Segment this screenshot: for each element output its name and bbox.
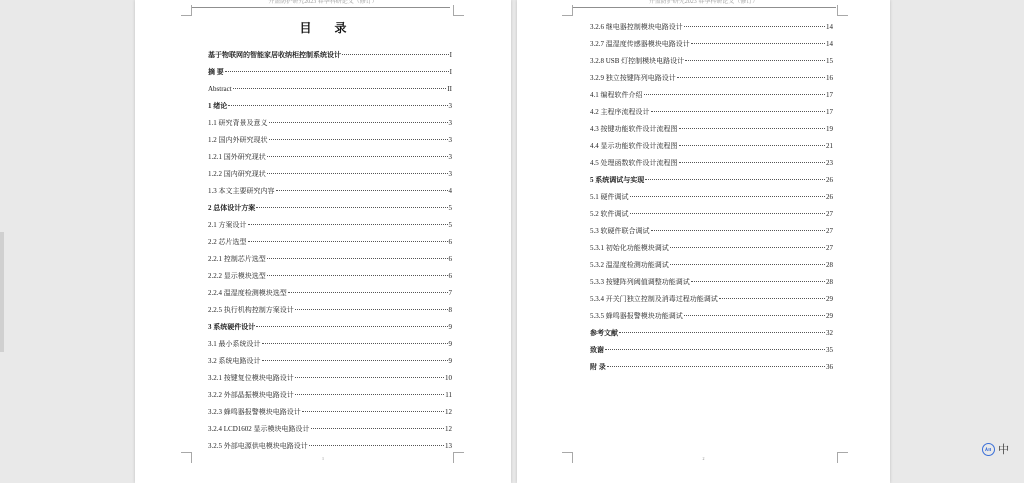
toc-entry-label: 1.1 研究背景及意义	[208, 119, 268, 127]
page-number: 1	[322, 456, 324, 461]
toc-entry-page: 19	[826, 125, 833, 133]
toc-dot-leader	[630, 213, 826, 214]
toc-entry-page: 6	[448, 238, 452, 246]
toc-entry-page: 27	[826, 210, 833, 218]
ime-glyph-icon	[985, 447, 992, 452]
toc-entry-label: 5.3.2 温湿度检测功能调试	[590, 261, 669, 269]
toc-entry-page: I	[449, 51, 452, 59]
toc-entry[interactable]	[208, 183, 452, 200]
toc-entry-label: 5.1 硬件调试	[590, 193, 629, 201]
toc-entry-page: 9	[448, 340, 452, 348]
toc-entry-label: 3.1 最小系统设计	[208, 340, 261, 348]
toc-dot-leader	[248, 224, 448, 225]
toc-entry[interactable]	[590, 359, 833, 376]
toc-dot-leader	[248, 241, 448, 242]
toc-entry-label: 5 系统调试与实现	[590, 176, 645, 184]
page-number: 2	[702, 456, 705, 461]
toc-entry[interactable]	[208, 302, 452, 319]
toc-entry-label: 4.3 按键功能软件设计流程图	[590, 125, 678, 133]
toc-dot-leader	[691, 43, 825, 44]
toc-entry-label: 附 录	[590, 363, 606, 371]
toc-entry[interactable]	[208, 149, 452, 166]
toc-entry[interactable]	[590, 36, 833, 53]
toc-entry-page: II	[447, 85, 452, 93]
toc-entry-page: 3	[448, 153, 452, 161]
toc-entry[interactable]	[208, 370, 452, 387]
toc-entry-page: 14	[826, 23, 833, 31]
toc-dot-leader	[619, 332, 825, 333]
page-header-text: 井盖防护研究2023 春季科研论文（修订）	[268, 0, 378, 5]
toc-entry-page: 6	[448, 272, 452, 280]
toc-entry-label: 5.3.5 蜂鸣器报警模块功能调试	[590, 312, 683, 320]
toc-entry-label: 3.2.9 独立按键阵列电路设计	[590, 74, 676, 82]
toc-entry[interactable]	[590, 155, 833, 172]
toc-entry-page: 23	[826, 159, 833, 167]
toc-entry-label: 5.3 软硬件联合调试	[590, 227, 650, 235]
toc-entry-label: 3.2.6 继电器控制模块电路设计	[590, 23, 683, 31]
toc-dot-leader	[670, 264, 825, 265]
toc-dot-leader	[685, 60, 825, 61]
toc-entry[interactable]	[208, 200, 452, 217]
toc-entry-label: 3.2.1 按键复位模块电路设计	[208, 374, 294, 382]
header-rule	[573, 7, 836, 8]
toc-entry-page: 6	[448, 255, 452, 263]
toc-dot-leader	[233, 88, 447, 89]
toc-entry[interactable]	[208, 251, 452, 268]
toc-entry-page: 9	[448, 323, 452, 331]
toc-entry-label: 2.1 方案设计	[208, 221, 247, 229]
toc-entry[interactable]	[208, 438, 452, 455]
toc-entry[interactable]	[590, 19, 833, 36]
toc-dot-leader	[276, 190, 448, 191]
toc-dot-leader	[342, 54, 449, 55]
toc-entry[interactable]	[208, 404, 452, 421]
ime-logo-icon[interactable]	[982, 443, 995, 456]
toc-entry-page: I	[449, 68, 452, 76]
toc-dot-leader	[651, 111, 826, 112]
toc-entry-label: 4.5 处理函数软件设计流程图	[590, 159, 678, 167]
toc-entry[interactable]	[208, 132, 452, 149]
toc-dot-leader	[677, 77, 825, 78]
toc-entry[interactable]	[590, 53, 833, 70]
toc-entry-label: 2.2.4 温湿度检测模块选型	[208, 289, 287, 297]
corner-mark-top-left	[181, 5, 192, 16]
toc-dot-leader	[269, 122, 448, 123]
toc-entry-page: 29	[826, 312, 833, 320]
toc-entry[interactable]	[208, 47, 452, 64]
toc-entry-label: 2.2 芯片选型	[208, 238, 247, 246]
toc-entry-page: 28	[826, 278, 833, 286]
toc-entry-page: 28	[826, 261, 833, 269]
page-header-text: 井盖防护研究2023 春季科研论文（修订）	[648, 0, 759, 5]
toc-entry[interactable]	[208, 268, 452, 285]
toc-entry[interactable]	[590, 274, 833, 291]
toc-dot-leader	[262, 343, 448, 344]
toc-entry-label: 3.2.2 外部晶振模块电路设计	[208, 391, 294, 399]
toc-entry-page: 13	[445, 442, 452, 450]
toc-entry-label: 4.4 显示功能软件设计流程图	[590, 142, 678, 150]
toc-entry[interactable]	[590, 189, 833, 206]
toc-entry-page: 12	[445, 425, 452, 433]
toc-entry[interactable]	[208, 64, 452, 81]
toc-entry[interactable]	[590, 206, 833, 223]
ime-mode-label[interactable]: 中	[998, 443, 1009, 456]
toc-dot-leader	[295, 309, 448, 310]
toc-entry-label: 5.3.4 开关门独立控制及消毒过程功能调试	[590, 295, 718, 303]
toc-entry-label: 3.2.5 外部电源供电模块电路设计	[208, 442, 308, 450]
toc-dot-leader	[269, 139, 448, 140]
toc-entry-page: 3	[448, 102, 452, 110]
toc-entry-page: 17	[826, 108, 833, 116]
toc-entry-label: 2 总体设计方案	[208, 204, 256, 212]
toc-dot-leader	[719, 298, 825, 299]
corner-mark-top-right	[837, 5, 848, 16]
toc-entry-page: 36	[826, 363, 833, 371]
toc-dot-leader	[684, 26, 825, 27]
toc-entry-page: 16	[826, 74, 833, 82]
toc-entry-page: 4	[448, 187, 452, 195]
toc-list	[208, 47, 452, 455]
toc-list	[590, 19, 833, 376]
toc-entry[interactable]	[208, 387, 452, 404]
toc-entry[interactable]	[590, 87, 833, 104]
toc-entry-label: 3.2.8 USB 灯控制模块电路设计	[590, 57, 685, 65]
toc-entry-label: 5.3.1 初始化功能模块调试	[590, 244, 669, 252]
toc-dot-leader	[295, 377, 444, 378]
toc-entry-page: 27	[826, 227, 833, 235]
toc-title: 目 录	[299, 21, 357, 35]
toc-entry-page: 3	[448, 136, 452, 144]
document-page-2	[517, 0, 890, 483]
toc-entry-page: 9	[448, 357, 452, 365]
toc-entry-page: 21	[826, 142, 833, 150]
toc-entry[interactable]	[208, 217, 452, 234]
toc-dot-leader	[309, 445, 444, 446]
toc-dot-leader	[630, 196, 826, 197]
toc-entry-page: 17	[826, 91, 833, 99]
toc-dot-leader	[651, 230, 826, 231]
toc-dot-leader	[267, 173, 448, 174]
toc-entry-page: 32	[826, 329, 833, 337]
toc-dot-leader	[679, 128, 826, 129]
toc-entry[interactable]	[208, 98, 452, 115]
toc-entry-page: 26	[826, 193, 833, 201]
toc-entry-label: 3.2.4 LCD1602 显示模块电路设计	[208, 425, 310, 433]
toc-entry-page: 29	[826, 295, 833, 303]
toc-dot-leader	[645, 179, 825, 180]
toc-dot-leader	[256, 326, 447, 327]
toc-dot-leader	[691, 281, 825, 282]
corner-mark-top-right	[453, 5, 464, 16]
toc-dot-leader	[679, 162, 826, 163]
toc-dot-leader	[605, 349, 825, 350]
toc-dot-leader	[607, 366, 825, 367]
toc-entry[interactable]	[208, 319, 452, 336]
toc-entry[interactable]	[208, 115, 452, 132]
toc-entry-label: 2.2.2 显示模块选型	[208, 272, 266, 280]
toc-entry-label: 参考文献	[590, 329, 618, 337]
document-page-1	[135, 0, 511, 483]
toc-dot-leader	[267, 275, 448, 276]
toc-dot-leader	[684, 315, 825, 316]
toc-entry-label: 4.2 主程序流程设计	[590, 108, 650, 116]
toc-entry[interactable]	[208, 285, 452, 302]
toc-entry-label: 1.2.2 国内研究现状	[208, 170, 266, 178]
toc-entry-page: 14	[826, 40, 833, 48]
toc-entry[interactable]	[590, 308, 833, 325]
toc-entry[interactable]	[208, 421, 452, 438]
toc-entry-page: 15	[826, 57, 833, 65]
toc-dot-leader	[256, 207, 447, 208]
toc-entry-page: 3	[448, 119, 452, 127]
toc-entry[interactable]	[590, 325, 833, 342]
toc-dot-leader	[670, 247, 825, 248]
toc-dot-leader	[225, 71, 449, 72]
toc-entry[interactable]	[590, 240, 833, 257]
toc-entry-label: 5.2 软件调试	[590, 210, 629, 218]
toc-entry-page: 11	[445, 391, 452, 399]
toc-entry-label: 摘 要	[208, 68, 224, 76]
toc-entry[interactable]	[590, 342, 833, 359]
toc-entry-label: 1 绪论	[208, 102, 228, 110]
toc-entry-label: 3 系统硬件设计	[208, 323, 256, 331]
toc-entry-label: 2.2.5 执行机构控制方案设计	[208, 306, 294, 314]
corner-mark-top-left	[562, 5, 573, 16]
toc-dot-leader	[644, 94, 826, 95]
toc-entry-page: 26	[826, 176, 833, 184]
toc-entry[interactable]	[208, 81, 452, 98]
toc-entry-page: 35	[826, 346, 833, 354]
toc-entry-page: 27	[826, 244, 833, 252]
toc-entry-label: 3.2.3 蜂鸣器报警模块电路设计	[208, 408, 301, 416]
toc-entry-label: 致谢	[590, 346, 604, 354]
toc-entry-label: 3.2.7 温湿度传感器模块电路设计	[590, 40, 690, 48]
toc-dot-leader	[302, 411, 444, 412]
toc-entry[interactable]	[590, 257, 833, 274]
ime-toolbar[interactable]	[982, 441, 1009, 457]
toc-entry-label: Abstract	[208, 85, 232, 93]
toc-dot-leader	[295, 394, 445, 395]
toc-entry-label: 2.2.1 控制芯片选型	[208, 255, 266, 263]
toc-entry-label: 1.2 国内外研究现状	[208, 136, 268, 144]
toc-entry-page: 5	[448, 221, 452, 229]
toc-entry[interactable]	[590, 70, 833, 87]
left-scroll-gutter	[0, 232, 4, 352]
toc-entry-page: 7	[448, 289, 452, 297]
toc-entry[interactable]	[208, 353, 452, 370]
header-rule	[192, 7, 450, 8]
toc-entry-page: 5	[448, 204, 452, 212]
toc-entry[interactable]	[590, 138, 833, 155]
toc-entry-page: 8	[448, 306, 452, 314]
toc-entry[interactable]	[590, 291, 833, 308]
toc-entry[interactable]	[590, 172, 833, 189]
toc-entry-page: 3	[448, 170, 452, 178]
toc-entry-page: 12	[445, 408, 452, 416]
toc-entry-label: 3.2 系统电路设计	[208, 357, 261, 365]
toc-entry[interactable]	[590, 104, 833, 121]
toc-dot-leader	[311, 428, 445, 429]
toc-dot-leader	[679, 145, 826, 146]
toc-entry[interactable]	[208, 166, 452, 183]
toc-entry[interactable]	[208, 336, 452, 353]
toc-entry-label: 4.1 编程软件介绍	[590, 91, 643, 99]
toc-entry[interactable]	[590, 121, 833, 138]
toc-entry-page: 10	[445, 374, 452, 382]
toc-dot-leader	[267, 156, 448, 157]
toc-dot-leader	[267, 258, 448, 259]
toc-entry-label: 5.3.3 按键阵列阈值调整功能调试	[590, 278, 690, 286]
toc-entry-label: 1.2.1 国外研究现状	[208, 153, 266, 161]
toc-entry-label: 1.3 本文主要研究内容	[208, 187, 275, 195]
toc-dot-leader	[262, 360, 448, 361]
toc-entry[interactable]	[590, 223, 833, 240]
toc-dot-leader	[228, 105, 447, 106]
toc-dot-leader	[288, 292, 448, 293]
toc-entry[interactable]	[208, 234, 452, 251]
toc-entry-label: 基于物联网的智能家居收纳柜控制系统设计	[208, 51, 341, 59]
